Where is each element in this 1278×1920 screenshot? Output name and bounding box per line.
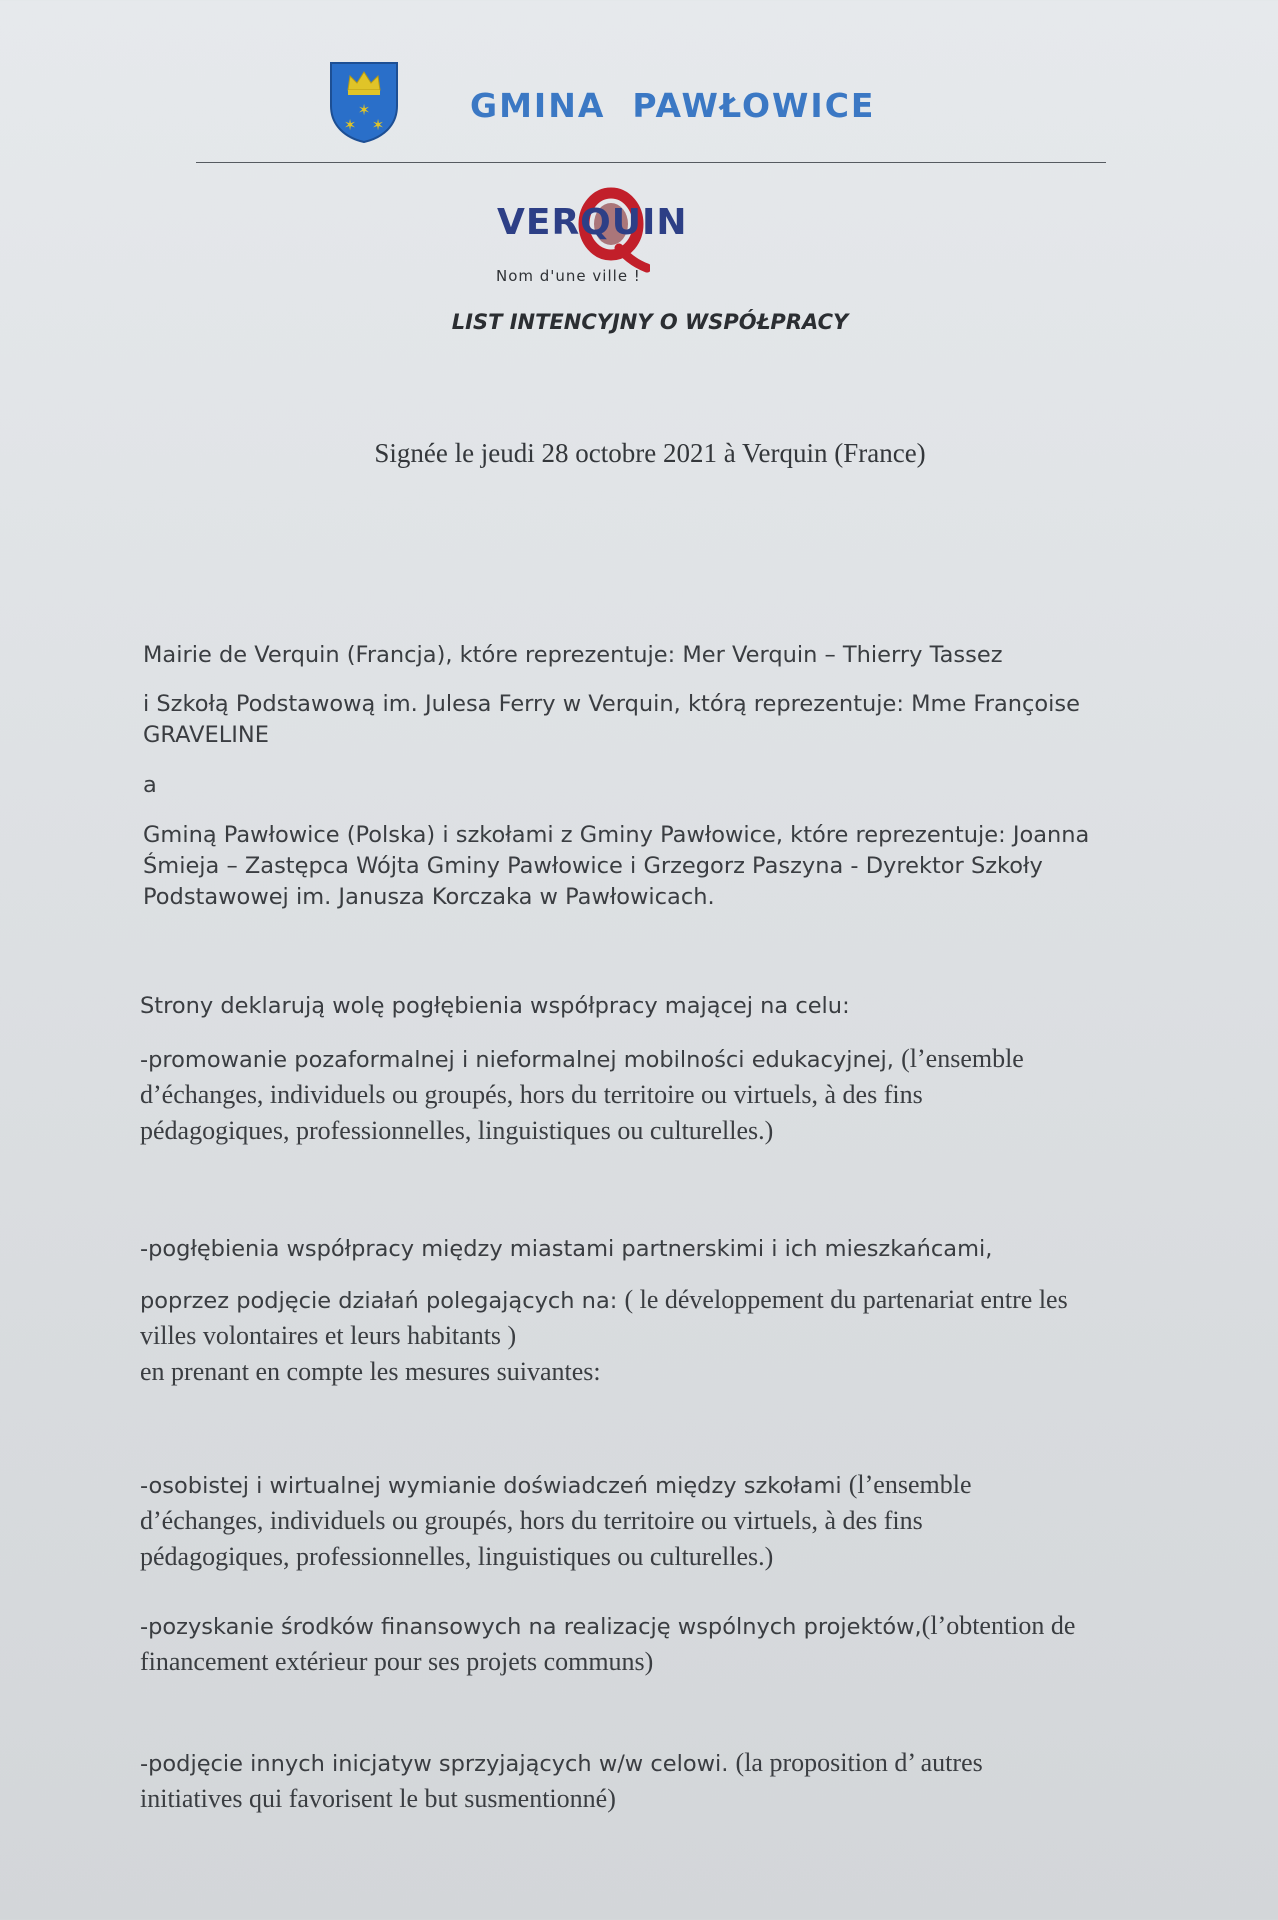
- goal-mobility-fr-1: (l’ensemble: [901, 1044, 1024, 1073]
- party-pawlowice-line1: Gminą Pawłowice (Polska) i szkołami z Gminy Pawłowice, które reprezentuje: Joanna: [143, 822, 1090, 848]
- measure-initiatives-pl: -podjęcie innych inicjatyw sprzyjających w/w celowi.: [140, 1751, 736, 1777]
- svg-text:✶: ✶: [371, 116, 385, 134]
- party-verquin-school-line2: GRAVELINE: [143, 722, 269, 748]
- coat-of-arms-icon: [328, 60, 400, 144]
- measure-funding-pl: -pozyskanie środków finansowych na realizację wspólnych projektów,: [140, 1614, 922, 1640]
- document-title: LIST INTENCYJNY O WSPÓŁPRACY: [451, 310, 849, 334]
- party-pawlowice-line3: Podstawowej im. Janusza Korczaka w Pawłowicach.: [143, 884, 715, 910]
- measure-funding: [140, 1608, 1075, 1680]
- goal-actions-pl: poprzez podjęcie działań polegających na:: [140, 1288, 625, 1314]
- goal-partnership: -pogłębienia współpracy między miastami partnerskimi i ich mieszkańcami,: [140, 1236, 993, 1262]
- goal-mobility: [140, 1041, 1024, 1149]
- svg-text:✶: ✶: [357, 101, 371, 119]
- measure-funding-fr-2: financement extérieur pour ses projets communs): [140, 1647, 654, 1676]
- signed-line: Signée le jeudi 28 octobre 2021 à Verquin (France): [374, 438, 926, 468]
- party-pawlowice: [143, 820, 1089, 913]
- party-verquin-mairie: Mairie de Verquin (Francja), które reprezentuje: Mer Verquin – Thierry Tassez: [143, 642, 1003, 668]
- intro-statement: Strony deklarują wolę pogłębienia współpracy mającej na celu:: [140, 993, 850, 1019]
- measure-initiatives-fr-2: initiatives qui favorisent le but susmentionné): [140, 1784, 616, 1813]
- conjunction: a: [143, 772, 157, 798]
- measure-initiatives: [140, 1745, 983, 1817]
- verquin-logo-tagline: Nom d'une ville !: [496, 267, 641, 285]
- header-divider: [196, 162, 1106, 163]
- measure-exchange-pl: -osobistej i wirtualnej wymianie doświadczeń między szkołami: [140, 1473, 849, 1499]
- measure-funding-fr-1: (l’obtention de: [921, 1611, 1076, 1640]
- verquin-logo-word: VERQUIN: [497, 202, 688, 243]
- goal-actions-fr-1: ( le développement du partenariat entre les: [624, 1285, 1068, 1314]
- municipality-title: GMINA PAWŁOWICE: [470, 86, 876, 125]
- svg-text:✶: ✶: [343, 116, 357, 134]
- measure-exchange-fr-3: pédagogiques, professionnelles, linguistiques ou culturelles.): [140, 1542, 774, 1571]
- measure-initiatives-fr-1: (la proposition d’ autres: [735, 1748, 983, 1777]
- goal-mobility-fr-3: pédagogiques, professionnelles, linguistiques ou culturelles.): [140, 1116, 774, 1145]
- measure-exchange-fr-2: d’échanges, individuels ou groupés, hors du territoire ou virtuels, à des fins: [140, 1506, 923, 1535]
- party-verquin-school: [143, 689, 1080, 751]
- goal-actions-fr-3: en prenant en compte les mesures suivantes:: [140, 1357, 601, 1386]
- goal-mobility-fr-2: d’échanges, individuels ou groupés, hors du territoire ou virtuels, à des fins: [140, 1080, 923, 1109]
- measure-exchange: [140, 1467, 972, 1575]
- party-verquin-school-line1: i Szkołą Podstawową im. Julesa Ferry w Verquin, którą reprezentuje: Mme Françoise: [143, 691, 1080, 717]
- party-pawlowice-line2: Śmieja – Zastępca Wójta Gminy Pawłowice i Grzegorz Paszyna - Dyrektor Szkoły: [143, 853, 1043, 879]
- goal-actions-fr-2: villes volontaires et leurs habitants ): [140, 1321, 517, 1350]
- goal-actions: [140, 1282, 1068, 1390]
- measure-exchange-fr-1: (l’ensemble: [848, 1470, 972, 1499]
- goal-mobility-pl: -promowanie pozaformalnej i nieformalnej mobilności edukacyjnej,: [140, 1047, 902, 1073]
